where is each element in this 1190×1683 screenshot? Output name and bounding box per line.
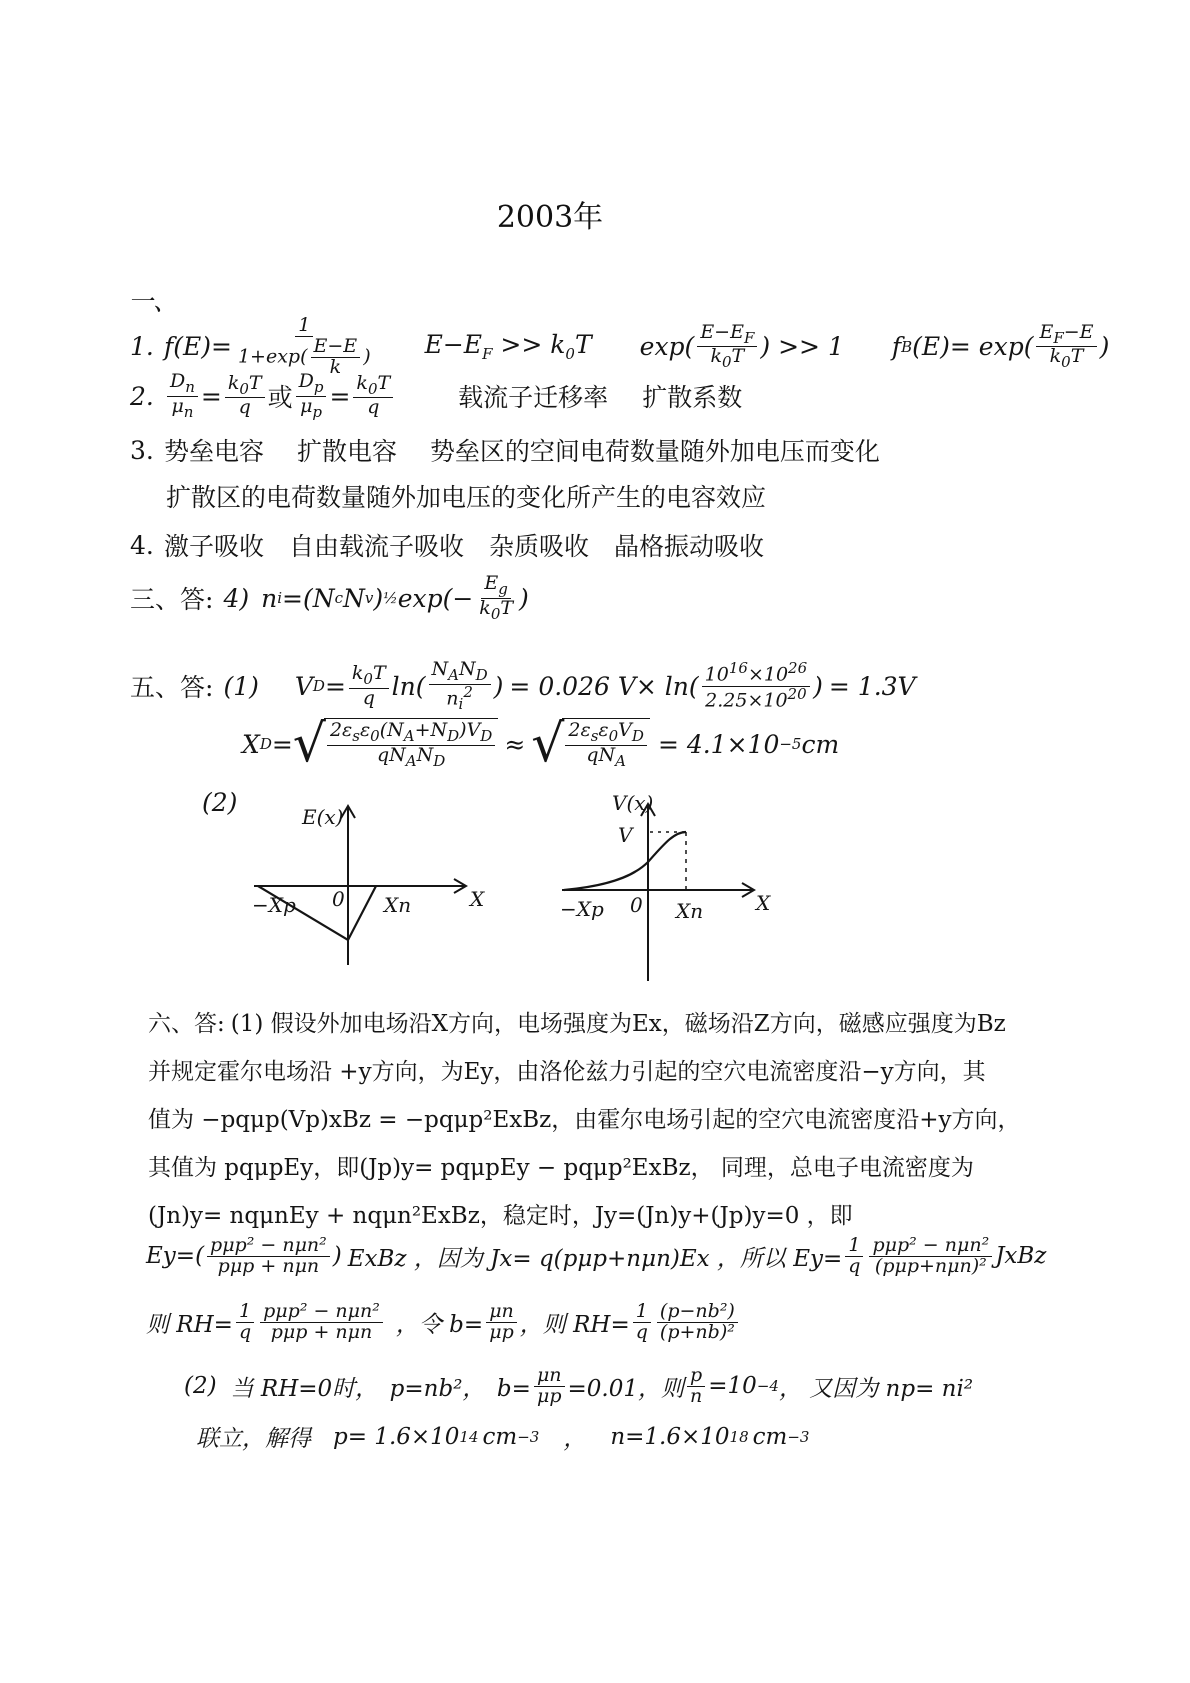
sub-f: F xyxy=(743,328,755,347)
eg-fraction xyxy=(476,574,516,622)
part-2-label: (2) xyxy=(202,788,238,817)
section-6-line-3: 值为 −pqμp(Vp)xBz = −pqμp²ExBz，由霍尔电场引起的空穴电流密度沿+y方向， xyxy=(148,1107,1021,1133)
answer-1-1 xyxy=(130,316,1109,378)
numerator: μn xyxy=(534,1366,565,1387)
eq: = xyxy=(329,381,351,411)
xd-symbol: X xyxy=(242,729,260,759)
cond-sub: F xyxy=(482,345,493,364)
rh-fraction-2 xyxy=(657,1302,738,1343)
rh-mid: ，令 b= xyxy=(395,1311,484,1338)
item-number: 4. xyxy=(130,530,154,560)
fraction-kt-q-2 xyxy=(353,371,393,419)
rh-fraction xyxy=(260,1302,383,1343)
denominator xyxy=(297,394,325,421)
ey-equation: Ey= ( $\frac{\text{pμp² − nμn²}}{\text{pμp + nμn}}$ ) ExBz ，因为 Jx= q(pμp+nμn)Ex ，所以 Ey= $\frac{1}{q}$ $\frac{\text{pμp² − nμn²}}{\text{(pμp+nμn)²}}$ JxBz xyxy=(146,1234,1047,1277)
left-edge-label: −Xp xyxy=(252,893,296,917)
numerator xyxy=(167,372,198,397)
denominator: μp xyxy=(489,1320,514,1343)
section-6-line-2: 并规定霍尔电场沿 +y方向，为Ey，由洛伦兹力引起的空穴电流密度沿−y方向，其 xyxy=(148,1059,986,1085)
xd-fraction xyxy=(327,721,495,769)
sub-d: D xyxy=(480,727,493,746)
fraction-kt-q xyxy=(225,371,265,419)
section-5-vd: 五、答: (1) V D = $\frac{k_0T}{q}$ ln ( $\frac{N_AN_D}{n_i^2}$ ) = 0.026 V× ln ( $\frac{10^{16}\times 10^{26}}{2.25\times 10^{20}}$ ) = 1.3V xyxy=(130,658,916,713)
num-text: k xyxy=(356,371,368,394)
answer-text: 激子吸收 自由载流子吸收 杂质吸收 晶格振动吸收 xyxy=(164,532,765,561)
sub-p: p xyxy=(312,402,323,421)
denominator: 1+exp( $\frac{E-E}{k}$ ) xyxy=(237,334,371,378)
solve-prefix: 联立，解得 xyxy=(196,1426,311,1452)
cond-a: E−E xyxy=(424,330,483,360)
sub-a: A xyxy=(615,751,626,770)
denominator: k xyxy=(329,355,342,378)
answer-1-4 xyxy=(130,527,764,563)
rh-lhs: 则 RH= xyxy=(146,1311,233,1338)
sub-a: A xyxy=(405,751,417,770)
numerator xyxy=(697,320,757,348)
xd-sub: D xyxy=(259,735,272,753)
section-6 xyxy=(148,1000,1021,1240)
n-exp: 18 xyxy=(729,1427,749,1446)
origin-label: 0 xyxy=(630,893,643,917)
denominator: (pμp+nμn)² xyxy=(874,1254,987,1277)
den-text: k xyxy=(710,345,722,368)
fraction-dn-mun xyxy=(167,372,198,420)
denominator: $qN_AN_D$ xyxy=(376,744,446,770)
section-6-line-1 xyxy=(148,1000,1021,1048)
part-2-text-2: =0.01，则 xyxy=(567,1375,685,1402)
ln: ln xyxy=(391,671,416,701)
den-text: 2.25×10 xyxy=(705,689,788,712)
exp-result: ) >> 1 xyxy=(760,332,844,362)
sup-16: 16 xyxy=(728,659,748,678)
sqrt-2 xyxy=(531,714,650,774)
denominator: q xyxy=(635,1320,648,1343)
sub-0: 0 xyxy=(239,379,249,398)
numeric-fraction xyxy=(702,661,810,711)
num-text: N xyxy=(431,658,449,680)
sub-0: 0 xyxy=(722,353,732,372)
exp: exp(− xyxy=(397,583,474,613)
sub-v: v xyxy=(364,589,374,608)
page-title: 2003年 xyxy=(496,200,604,235)
section-5-xd xyxy=(242,714,840,774)
x-axis-label: X xyxy=(756,891,771,915)
sub-0: 0 xyxy=(608,727,619,746)
fb-text: f xyxy=(891,332,902,362)
den-text: k xyxy=(479,596,491,619)
denominator-text: 1+exp( xyxy=(237,345,308,368)
formula-text: f(E)= xyxy=(164,332,232,362)
sub-a: A xyxy=(448,665,459,684)
sub-0: 0 xyxy=(1061,353,1071,372)
xd-fraction-2 xyxy=(565,721,647,769)
part-2-text: 当 RH=0时， p=nb²， b= xyxy=(230,1375,531,1402)
numerator: $E_F-E$ xyxy=(1036,323,1096,348)
sub-0: 0 xyxy=(490,604,501,623)
power-half: ½ xyxy=(383,589,398,608)
num-text: E xyxy=(1039,320,1054,343)
num-text: E xyxy=(484,572,499,594)
na-nd-fraction xyxy=(429,660,491,712)
eq: = xyxy=(324,671,346,701)
denominator: q xyxy=(238,396,251,419)
numerator: $N_AN_D$ xyxy=(429,660,491,685)
num-text: 2ε xyxy=(329,719,353,742)
or-text: 或 xyxy=(267,383,293,413)
sub-n: n xyxy=(185,377,195,396)
separator: ， xyxy=(563,1426,587,1452)
sup-26: 26 xyxy=(788,659,808,678)
numerator: (p−nb²) xyxy=(657,1302,738,1323)
denominator: n xyxy=(690,1384,703,1407)
num-text: E−E xyxy=(700,320,744,343)
kt-q-fraction xyxy=(349,661,389,709)
right-edge-label: Xn xyxy=(676,899,704,923)
item-number: (2) xyxy=(184,1373,217,1400)
potential-graph xyxy=(554,786,794,986)
numerator: pμp² − nμn² xyxy=(260,1302,383,1323)
denominator: q xyxy=(367,396,380,419)
item-number: (1) xyxy=(223,671,259,701)
num-text: 10 xyxy=(704,663,729,686)
p-value: p= 1.6×10 xyxy=(333,1423,460,1450)
denominator xyxy=(583,746,629,770)
ni-symbol: n xyxy=(261,583,278,613)
cond-c: T xyxy=(574,330,592,360)
section-label: 五、答: xyxy=(130,673,214,703)
cond-sub-0: 0 xyxy=(565,345,575,364)
denominator: q xyxy=(238,1320,252,1343)
sub-d: D xyxy=(433,751,446,770)
term-diffusion: 扩散系数 xyxy=(642,383,743,413)
num-text: D xyxy=(170,370,186,392)
sqrt-1 xyxy=(292,714,499,774)
section-label: 三、答: xyxy=(130,585,214,615)
final-solution xyxy=(196,1420,809,1453)
origin-label: 0 xyxy=(332,887,345,911)
eq: = xyxy=(200,381,222,411)
den-text: qN xyxy=(376,744,406,766)
line-text: (1) 假设外加电场沿X方向，电场强度为Ex，磁场沿Z方向，磁感应强度为Bz xyxy=(230,1011,1006,1037)
sub-d: D xyxy=(475,665,488,684)
numerator: $10^{16}\times 10^{26}$ xyxy=(702,661,810,686)
numerator: E−E xyxy=(311,337,361,358)
eq: =(N xyxy=(282,583,335,613)
ey-fraction-2 xyxy=(869,1236,992,1277)
denominator: $k_0T$ xyxy=(479,596,514,623)
fb-fraction xyxy=(1036,320,1096,372)
condition-text xyxy=(425,330,592,363)
denominator: pμp + nμn xyxy=(217,1254,320,1277)
numerator: 1 xyxy=(633,1302,651,1323)
section-1-label: 一、 xyxy=(128,287,179,316)
ey-mid: ExBz ，因为 Jx= q(pμp+nμn)Ex ，所以 Ey= xyxy=(347,1245,843,1272)
sub-p: p xyxy=(313,377,324,396)
b-fraction xyxy=(486,1302,517,1343)
ey-fraction xyxy=(207,1236,330,1277)
numerator: μn xyxy=(486,1302,517,1323)
approx: ≈ xyxy=(504,729,526,759)
section-3: 三、答: 4) n i =(N c N v ) ½ exp(− $\frac{E_g}{k_0T}$ ) xyxy=(130,572,529,623)
sub-d: D xyxy=(631,727,644,746)
den-text: qN xyxy=(586,744,616,766)
cond-b: >> k xyxy=(492,330,566,360)
b-fraction xyxy=(534,1366,565,1407)
fb-eq: (E)= exp( xyxy=(912,332,1034,362)
sub-c: c xyxy=(334,589,344,608)
vd-label: V xyxy=(618,823,633,847)
sub-s: s xyxy=(590,727,599,746)
sub-0: 0 xyxy=(367,379,378,398)
numerator: $k_0T$ xyxy=(349,664,389,689)
sup-20: 20 xyxy=(787,684,807,703)
close: ) xyxy=(519,583,529,613)
num-sub: g xyxy=(498,579,508,598)
ey-lhs: Ey= xyxy=(146,1243,196,1270)
denominator xyxy=(168,394,196,421)
numerator: $2\varepsilon_s\varepsilon_0(N_A+N_D)V_D$ xyxy=(327,721,495,746)
section-6-line-5: (Jn)y= nqμnEy + nqμn²ExBz，稳定时，Jy=(Jn)y+(Jp)y=0 ，即 xyxy=(148,1203,853,1229)
one-over-q xyxy=(845,1236,863,1277)
numerator: pμp² − nμn² xyxy=(869,1236,992,1257)
sub-i: i xyxy=(458,694,464,713)
n-unit: cm xyxy=(752,1423,788,1450)
rh-equation xyxy=(146,1302,741,1343)
answer-1-3-cont: 扩散区的电荷数量随外加电压的变化所产生的电容效应 xyxy=(166,483,767,512)
sub-a: A xyxy=(403,727,415,746)
p-unit-exp: −3 xyxy=(517,1427,540,1446)
radical: √ xyxy=(531,714,565,774)
item-number: 2. xyxy=(130,381,154,411)
numerator: 1 xyxy=(845,1236,863,1257)
fb-sub: B xyxy=(901,337,913,356)
y-axis-label: V(x) xyxy=(612,791,654,815)
numerator: 1 xyxy=(236,1302,254,1323)
numerator: $2\varepsilon_s\varepsilon_0V_D$ xyxy=(565,721,647,746)
num-text: D xyxy=(298,370,314,392)
sqrt-body xyxy=(562,718,650,769)
sub-d: D xyxy=(447,727,460,746)
n-unit-exp: −3 xyxy=(787,1427,810,1446)
item-number: 4) xyxy=(223,583,250,613)
den-text: n xyxy=(446,686,459,709)
p-exp: 14 xyxy=(459,1427,479,1446)
numerator: $k_0T$ xyxy=(225,374,265,399)
sub-0: 0 xyxy=(363,669,373,688)
rh-mid-2: ，则 RH= xyxy=(519,1311,630,1338)
den-text: k xyxy=(1049,345,1062,368)
section-6-line-4: 其值为 pqμpEy，即(Jp)y= pqμpEy − pqμp²ExBz， 同理，总电子电流密度为 xyxy=(148,1155,974,1181)
fb-close: ) xyxy=(1099,332,1110,362)
item-number: 1. xyxy=(130,332,154,362)
exp-text: exp( xyxy=(639,332,695,362)
exp: −4 xyxy=(756,1377,779,1396)
part-2-answer xyxy=(184,1366,973,1407)
denominator: q xyxy=(848,1254,861,1277)
part-2-text-3: =10 xyxy=(708,1373,757,1400)
xd-unit: cm xyxy=(801,729,840,759)
num-text: k xyxy=(227,371,240,394)
x-axis-label: X xyxy=(470,887,485,911)
sub-n: n xyxy=(183,402,194,421)
y-axis-label: E(x) xyxy=(302,805,344,829)
vd-sub: D xyxy=(312,677,325,696)
section-label: 六、答: xyxy=(148,1011,225,1037)
exp-fraction xyxy=(697,320,757,372)
p-n-fraction xyxy=(687,1366,705,1407)
sub-f: F xyxy=(1053,328,1064,347)
xd-exp: −5 xyxy=(779,735,802,753)
term-mobility: 载流子迁移率 xyxy=(458,383,609,413)
numerator: pμp² − nμn² xyxy=(207,1236,330,1257)
numerator xyxy=(481,574,510,599)
denominator: (p+nb)² xyxy=(659,1320,735,1343)
sub-0: 0 xyxy=(370,727,380,746)
denominator: pμp + nμn xyxy=(270,1320,373,1343)
denominator xyxy=(702,684,810,712)
answer-text: 势垒电容 扩散电容 势垒区的空间电荷数量随外加电压而变化 xyxy=(164,437,880,466)
right-edge-label: Xn xyxy=(384,893,412,917)
fermi-fraction xyxy=(235,316,374,378)
denominator: $k_0T$ xyxy=(1049,345,1084,372)
xd-result: = 4.1×10 xyxy=(657,729,780,759)
num-text: 2ε xyxy=(568,719,591,742)
denominator: q xyxy=(362,686,375,709)
vd-symbol: V xyxy=(294,671,313,701)
numerator xyxy=(296,372,327,397)
ni-sub: i xyxy=(277,589,283,608)
numerator: p xyxy=(687,1366,705,1387)
num-text: k xyxy=(351,661,364,684)
one-over-q-2 xyxy=(633,1302,651,1343)
den-text: μ xyxy=(171,394,184,417)
denominator xyxy=(443,682,476,713)
fraction-dp-mup xyxy=(296,372,327,420)
eq: = xyxy=(271,729,293,759)
answer-1-2 xyxy=(130,372,742,420)
denominator: $k_0T$ xyxy=(710,345,745,372)
ey-tail: JxBz xyxy=(995,1243,1047,1270)
sub-s: s xyxy=(352,727,360,746)
item-number: 3. xyxy=(130,435,154,465)
eq-text: = 0.026 V× ln xyxy=(509,671,689,701)
answer-1-3 xyxy=(130,432,880,468)
electric-field-graph xyxy=(244,790,504,980)
radical: √ xyxy=(292,714,326,774)
sqrt-body xyxy=(324,718,498,769)
den-text: μ xyxy=(300,394,313,417)
left-edge-label: −Xp xyxy=(560,897,604,921)
sup-2: 2 xyxy=(463,682,473,701)
nv: N xyxy=(343,583,365,613)
numerator: $k_0T$ xyxy=(353,374,393,399)
one-over-q xyxy=(236,1302,254,1343)
p-unit: cm xyxy=(482,1423,518,1450)
vd-result: = 1.3V xyxy=(828,671,916,701)
n-value: n=1.6×10 xyxy=(610,1423,730,1450)
part-2-text-4: ， 又因为 np= ni² xyxy=(778,1375,974,1402)
denominator: μp xyxy=(536,1384,562,1407)
numerator: 1 xyxy=(295,316,313,337)
